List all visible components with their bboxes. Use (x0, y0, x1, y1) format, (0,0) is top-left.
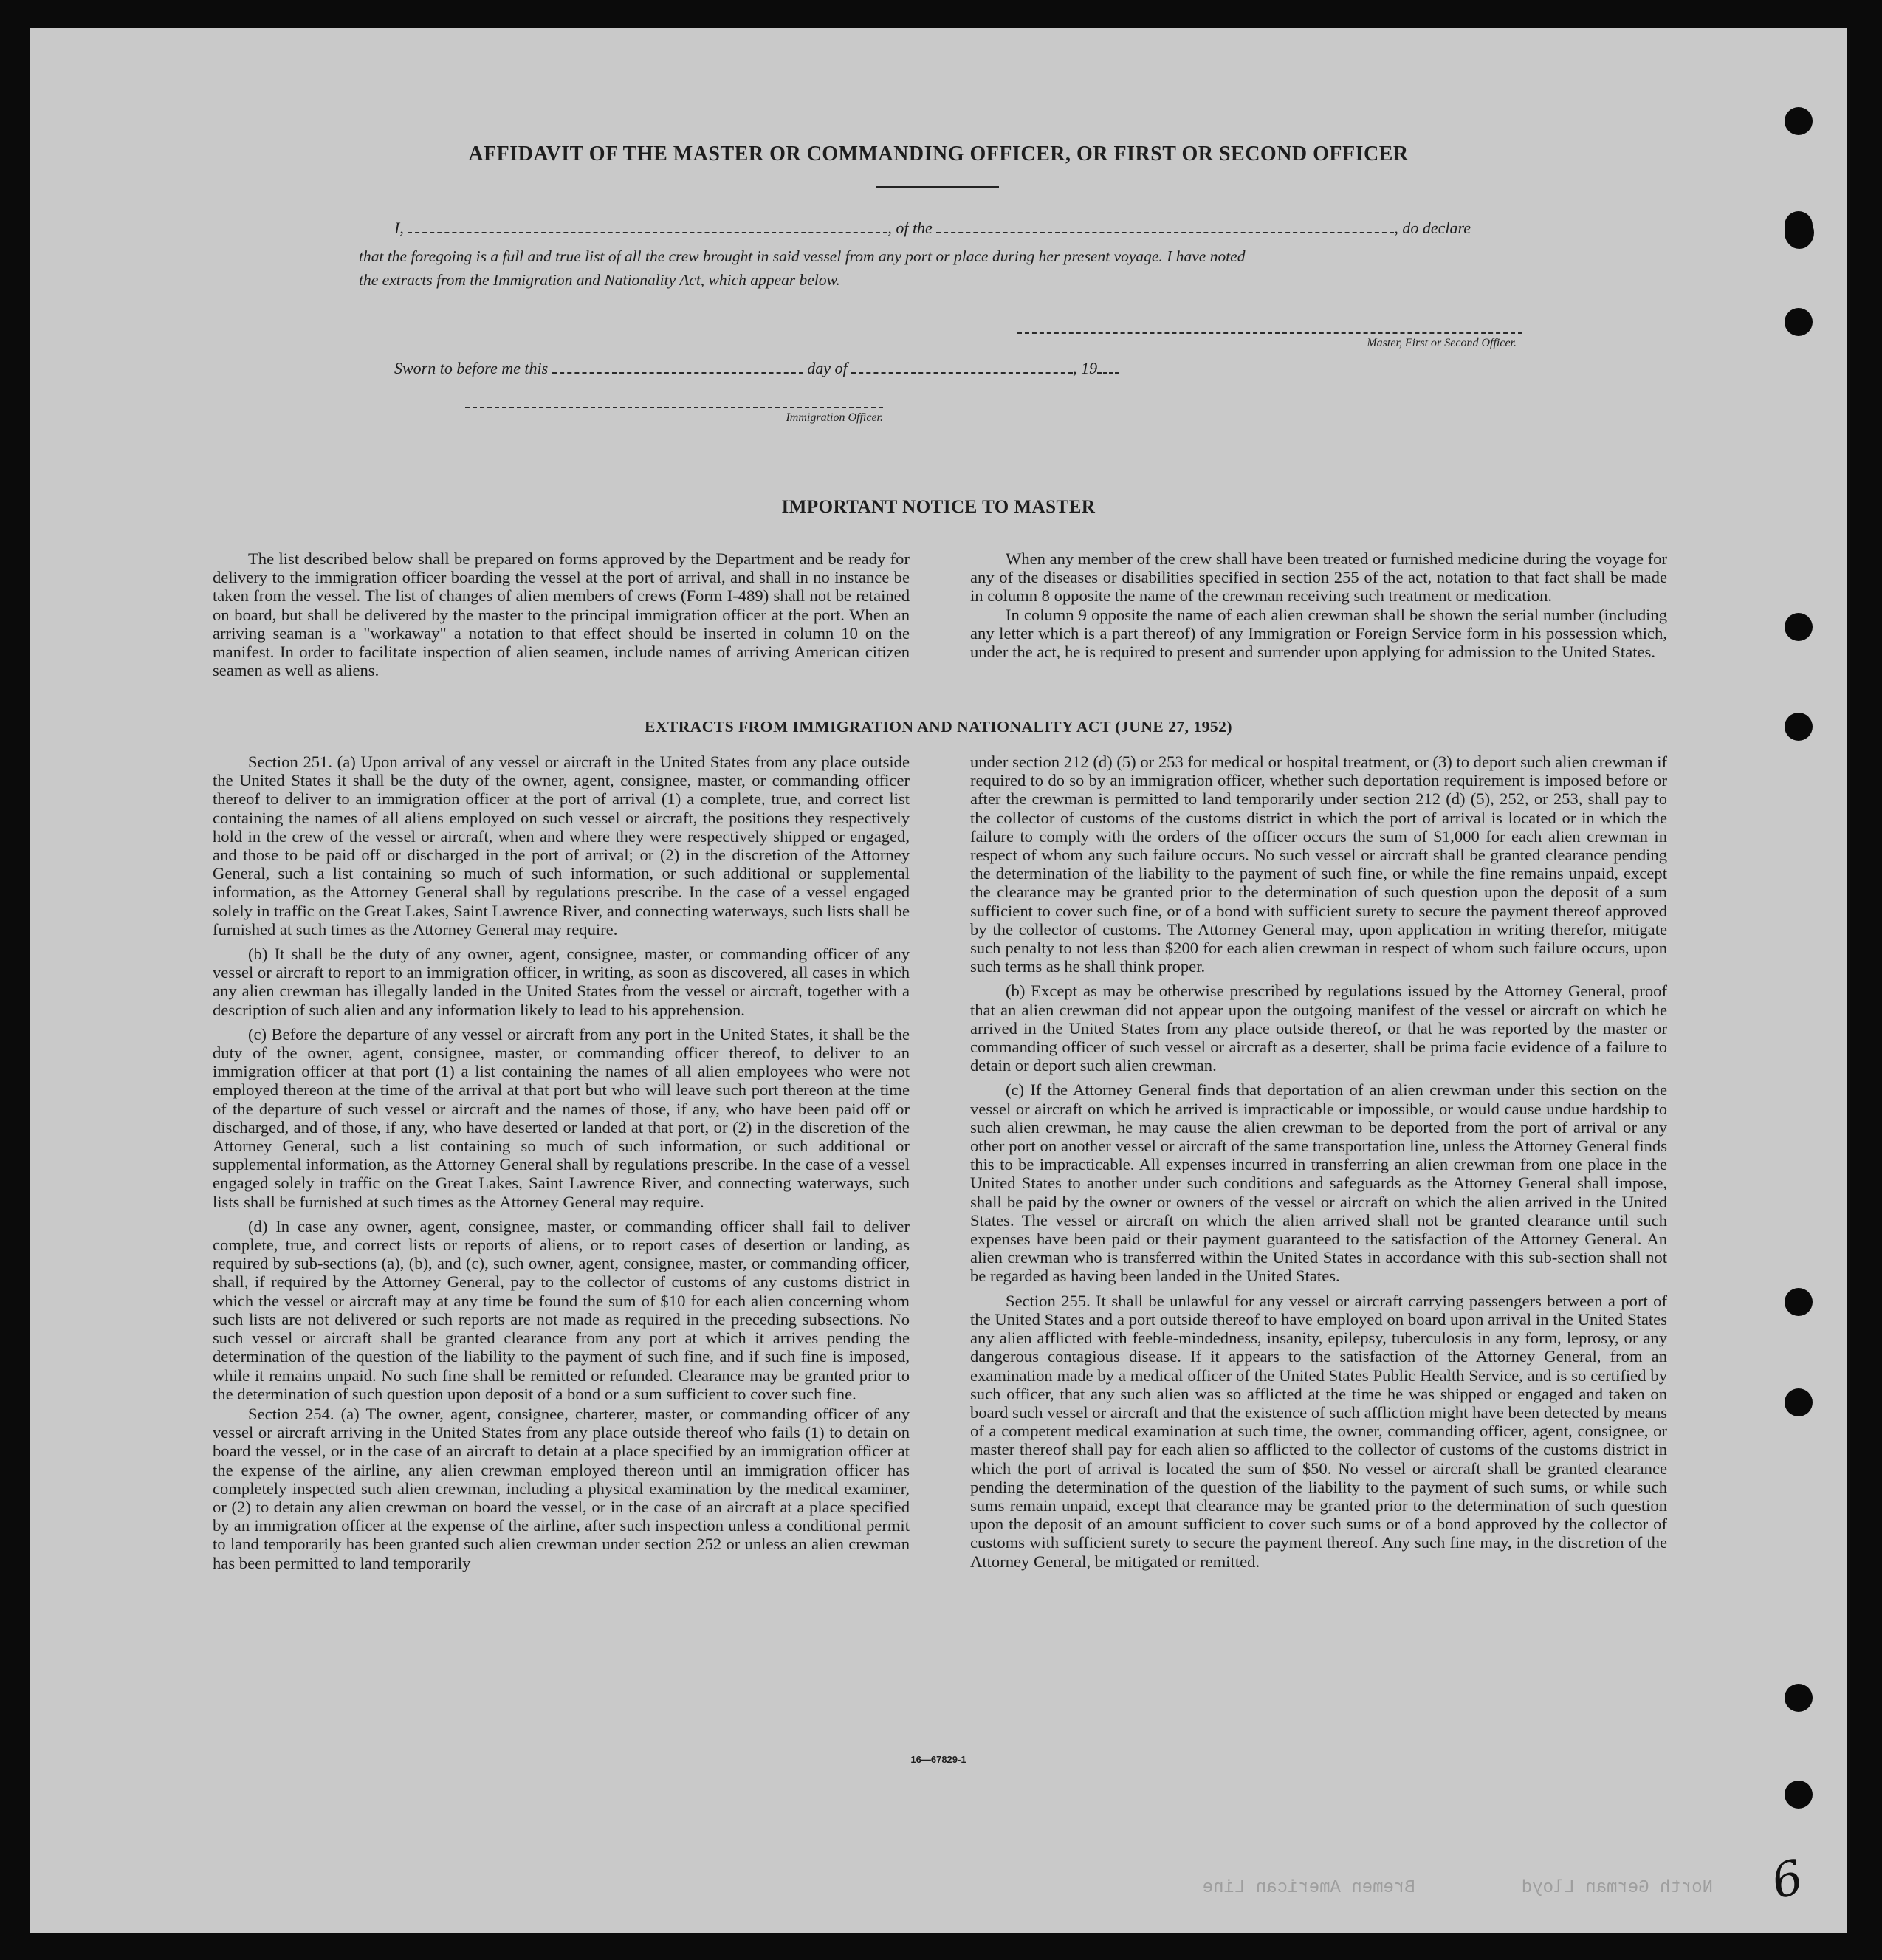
notice-left-paragraph: The list described below shall be prepared on forms approved by the Department and be ready for delivery to the immigration officer boarding the vessel at the port of arrival, and shall in no instance be taken from the vessel. The list of changes of alien members of crews (Form I-489) shall not be retained on board, but shall be delivered by the master to the principal immigration officer at the port. When an arriving seaman is a "workaway" a notation to that effect should be inserted in column 10 on the manifest. In order to facilitate inspection of alien seamen, include names of arriving American citizen seamen as well as aliens. (213, 549, 910, 680)
i-label: I, (394, 219, 404, 237)
binder-hole (1785, 216, 1814, 249)
section-251d: (d) In case any owner, agent, consignee, master, or commanding officer shall fail to deliver complete, true, and correct lists or reports of aliens, or to report cases of desertion or landing, as required by sub-sections (a), (b), and (c), such owner, agent, consignee, master, or commanding officer, shall, if required by the Attorney General, pay to the collector of customs of any customs district in which the vessel or aircraft may at any time be found the sum of $10 for each alien concerning whom such lists are not delivered or such reports are not made as required in the preceding subsections. No such vessel or aircraft shall be granted clearance from any port at which it arrives pending the determination of the question of the liability to the payment of such fine, and if such fine is imposed, while it remains unpaid. No such fine shall be remitted or refunded. Clearance may be granted prior to the determination of such question upon deposit of a bond or a sum sufficient to cover such fine. (213, 1216, 910, 1403)
vessel-blank[interactable] (936, 232, 1394, 233)
section-251b: (b) It shall be the duty of any owner, agent, consignee, master, or commanding officer of any vessel or aircraft to report to an immigration officer, in writing, as soon as discovered, all cases in which any alien crewman has illegally landed in the United States from the vessel or aircraft, together with a description of such alien and any information likely to lead to his apprehension. (213, 945, 910, 1019)
master-signature-label: Master, First or Second Officer. (1367, 337, 1517, 349)
sworn-line (394, 359, 1280, 378)
binder-hole (1785, 1288, 1813, 1316)
affidavit-title: AFFIDAVIT OF THE MASTER OR COMMANDING OFFICER, OR FIRST OR SECOND OFFICER (468, 143, 1409, 165)
name-blank[interactable] (408, 232, 887, 233)
sworn-month-blank[interactable] (851, 372, 1073, 374)
section-254a: Section 254. (a) The owner, agent, consignee, charterer, master, or commanding officer of any vessel or aircraft arriving in the United States from any place outside thereof who fails (1) to detain on board the vessel, or in the case of an aircraft to detain at a place specified by an immigration officer at the expense of the airline, any alien crewman employed thereon until an immigration officer has completely inspected such alien crewman, including a physical examination by the medical examiner, or (2) to detain any alien crewman on board the vessel, or in the case of an aircraft at a place specified by an immigration officer at the expense of the airline, after such inspection unless a conditional permit to land temporarily has been granted such alien crewman under section 252 or unless an alien crewman has been permitted to land temporarily (213, 1404, 910, 1572)
day-of-label: day of (807, 359, 848, 377)
sworn-label: Sworn to before me this (394, 359, 549, 377)
notice-title: IMPORTANT NOTICE TO MASTER (781, 497, 1096, 517)
notice-left-column (213, 549, 910, 679)
document-page (30, 28, 1847, 1933)
extracts-right-column (970, 753, 1667, 1577)
binder-hole (1785, 107, 1813, 135)
master-signature-line[interactable] (1017, 332, 1522, 334)
binder-hole (1785, 1388, 1813, 1416)
officer-signature-line[interactable] (465, 407, 883, 408)
notice-right-paragraph-2: In column 9 opposite the name of each alien crewman shall be shown the serial number (including any letter which is a part thereof) of any Immigration or Foreign Service form in his possession which, under the act, he is required to present and surrender upon applying for admission to the United States. (970, 605, 1667, 662)
year-label: , 19 (1073, 359, 1098, 377)
declaration-text-1: that the foregoing is a full and true list of all the crew brought in said vessel from any port or place during her present voyage. I have noted (359, 247, 1246, 265)
extracts-title: EXTRACTS FROM IMMIGRATION AND NATIONALITY ACT (JUNE 27, 1952) (645, 718, 1232, 736)
section-251a: Section 251. (a) Upon arrival of any vessel or aircraft in the United States from any place outside the United States it shall be the duty of the owner, agent, consignee, master, or commanding officer thereof to deliver to an immigration officer at the port of arrival (1) a complete, true, and correct list containing the names of all aliens employed on such vessel or aircraft, the positions they respectively hold in the crew of the vessel or aircraft, when and where they were respectively shipped or engaged, and those to be paid off or discharged in the port of arrival; or (2) in the discretion of the Attorney General, such a list containing so much of such information, or such additional or supplemental information, as the Attorney General shall by regulations prescribe. In the case of a vessel engaged solely in traffic on the Great Lakes, Saint Lawrence River, and connecting waterways, such lists shall be furnished at such times as the Attorney General may require. (213, 753, 910, 939)
declaration-text-2: the extracts from the Immigration and Nationality Act, which appear below. (359, 271, 840, 289)
section-251c: (c) Before the departure of any vessel or aircraft from any port in the United States, it shall be the duty of the owner, agent, consignee, master, or commanding officer thereof, to deliver to an immigration officer at that port (1) a list containing the names of all alien employees who were not employed thereon at the time of the arrival at that port but who will leave such port thereon at the time of the departure of such vessel or aircraft and the names of those, if any, who have been paid off or discharged, and of those, if any, who have deserted or landed at that port, or (2) in the discretion of the Attorney General, such a list containing so much of such information, or such additional or supplemental information, as the Attorney General shall by regulations prescribe. In the case of a vessel engaged solely in traffic on the Great Lakes, Saint Lawrence River, and connecting waterways, such lists shall be furnished at such times as the Attorney General may require. (213, 1024, 910, 1211)
sworn-year-blank[interactable] (1097, 372, 1119, 374)
section-255: Section 255. It shall be unlawful for any vessel or aircraft carrying passengers between a port of the United States and a port outside thereof to have employed on board upon arrival in the United States any alien afflicted with feeble-mindedness, insanity, epilepsy, tuberculosis in any form, leprosy, or any dangerous contagious disease. If it appears to the satisfaction of the Attorney General, from an examination made by a medical officer of the United States Public Health Service, and is so certified by such officer, that any such alien was so afflicted at the time he was shipped or engaged and taken on board such vessel or aircraft and that the existence of such affliction might have been detected by means of a competent medical examination at such time, the owner, commanding officer, agent, consignee, or master thereof shall pay for each alien so afflicted to the collector of customs of the customs district in which the port of arrival is located the sum of $50. No vessel or aircraft shall be granted clearance pending the determination of the question of the liability to the payment of such sums, or while such sums remain unpaid, except that clearance may be granted prior to the determination of such question upon the deposit of an amount sufficient to cover such sums or of a bond approved by the collector of customs with sufficient surety to secure the payment thereof. Any such fine may, in the discretion of the Attorney General, be mitigated or remitted. (970, 1291, 1667, 1571)
binder-hole (1785, 613, 1813, 641)
notice-right-column (970, 549, 1667, 661)
section-254c: (c) If the Attorney General finds that deportation of an alien crewman under this section on the vessel or aircraft on which he arrived is impracticable or impossible, or would cause undue hardship to such alien crewman, he may cause the alien crewman to be deported from the port of arrival or any other port on another vessel or aircraft of the same transportation line, unless the Attorney General finds this to be impracticable. All expenses incurred in transferring an alien crewman from one place in the United States to another under such conditions and safeguards as the Attorney General shall impose, shall be paid by the owner or owners of the vessel or aircraft on which the alien arrived in the United States. The vessel or aircraft on which the alien arrived shall not be granted clearance until such expenses have been paid or their payment guaranteed to the satisfaction of the Attorney General. An alien crewman who is transferred within the United States in accordance with this sub-section shall not be regarded as having been landed in the United States. (970, 1080, 1667, 1286)
binder-hole (1785, 1781, 1813, 1809)
of-the-label: , of the (887, 219, 933, 237)
bleed-through-text: North German Lloyd Bremen American Line (1202, 1878, 1713, 1898)
section-254a-continued: under section 212 (d) (5) or 253 for medical or hospital treatment, or (3) to deport such alien crewman if required to do so by an immigration officer, whether such deportation requirement is imposed before or after the crewman is permitted to land temporarily under section 212 (d) (5), 252, or 253, shall pay to the collector of customs of the customs district in which the port of arrival is located or in which the failure to comply with the orders of the officer occurs the sum of $1,000 for each alien crewman in respect of whom any such failure occurs. No such vessel or aircraft shall be granted clearance pending the determination of the liability to the payment of such fine, or while the fine remains unpaid, except the clearance may be granted prior to the determination of such question upon the deposit of a sum sufficient to cover such fine, or of a bond with sufficient surety to secure the payment thereof approved by the collector of customs. The Attorney General may, upon application in writing therefor, mitigate such penalty to not less than $200 for each alien crewman in respect of whom such failure occurs, upon such terms as he shall think proper. (970, 753, 1667, 976)
form-number: 16—67829-1 (910, 1754, 966, 1765)
notice-right-paragraph-1: When any member of the crew shall have been treated or furnished medicine during the voyage for any of the diseases or disabilities specified in section 255 of the act, notation to that fact shall be made in column 8 opposite the name of the crewman receiving such treatment or medication. (970, 549, 1667, 606)
title-rule (876, 186, 999, 188)
do-declare-label: , do declare (1394, 219, 1471, 237)
section-254b: (b) Except as may be otherwise prescribed by regulations issued by the Attorney General, proof that an alien crewman did not appear upon the outgoing manifest of the vessel or aircraft on which he arrived in the United States from any place outside thereof, or that he was reported by the master or commanding officer of such vessel or aircraft as a deserter, shall be prima facie evidence of a failure to detain or deport such alien crewman. (970, 981, 1667, 1075)
sworn-day-blank[interactable] (552, 372, 803, 374)
officer-signature-label: Immigration Officer. (786, 411, 883, 424)
extracts-left-column (213, 753, 910, 1578)
declaration-line (394, 219, 1546, 238)
binder-hole (1785, 308, 1813, 336)
binder-hole (1785, 1684, 1813, 1712)
handwritten-page-mark: 6 (1765, 1849, 1810, 1911)
